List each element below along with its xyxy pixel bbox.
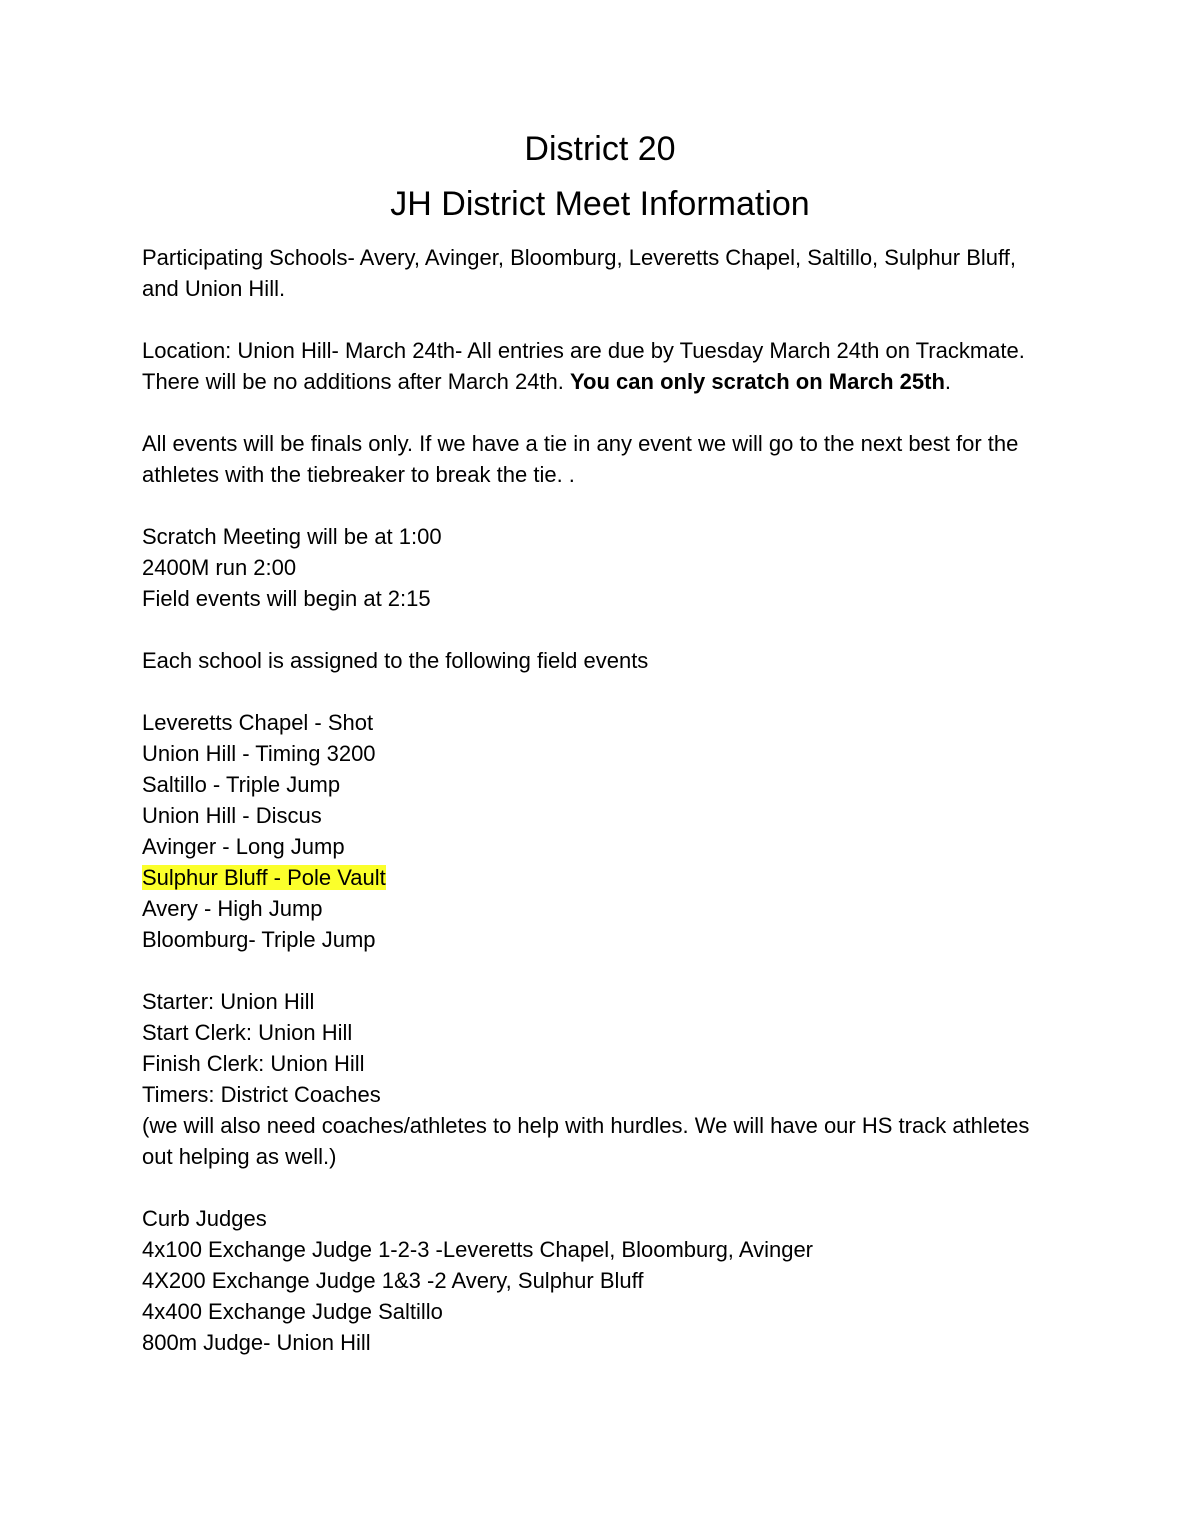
curb-judges-section — [142, 1203, 1058, 1358]
field-event-text: Union Hill - Discus — [142, 803, 322, 828]
curb-judge-line: 4x400 Exchange Judge Saltillo — [142, 1299, 443, 1324]
curb-judge-line: 4X200 Exchange Judge 1&3 -2 Avery, Sulphur Bluff — [142, 1268, 644, 1293]
field-event-item — [142, 707, 1058, 738]
officials-line: Timers: District Coaches — [142, 1082, 381, 1107]
field-event-item — [142, 769, 1058, 800]
field-event-item — [142, 893, 1058, 924]
field-event-item — [142, 800, 1058, 831]
location-text-end: . — [944, 369, 952, 394]
field-event-text: Union Hill - Timing 3200 — [142, 741, 376, 766]
officials-line: Starter: Union Hill — [142, 989, 315, 1014]
title-block — [142, 122, 1058, 232]
finals-paragraph: All events will be finals only. If we have a tie in any event we will go to the next best for the athletes with the tiebreaker to break the tie. . — [142, 431, 1019, 487]
curb-judge-line: 4x100 Exchange Judge 1-2-3 -Leveretts Chapel, Bloomburg, Avinger — [142, 1237, 814, 1262]
field-event-item-highlighted — [142, 862, 1058, 893]
field-events-intro — [142, 645, 1058, 676]
officials-line: Finish Clerk: Union Hill — [142, 1051, 365, 1076]
field-event-item — [142, 831, 1058, 862]
field-event-text: Bloomburg- Triple Jump — [142, 927, 376, 952]
officials-note: (we will also need coaches/athletes to help with hurdles. We will have our HS track athletes out helping as well.) — [142, 1113, 1030, 1169]
schedule-section — [142, 521, 1058, 614]
schedule-line: Field events will begin at 2:15 — [142, 586, 431, 611]
curb-judge-line: 800m Judge- Union Hill — [142, 1330, 371, 1355]
officials-section — [142, 986, 1058, 1172]
field-event-text: Sulphur Bluff - Pole Vault — [142, 865, 386, 890]
curb-judges-heading: Curb Judges — [142, 1206, 267, 1231]
location-paragraph — [142, 335, 1058, 397]
participating-schools-paragraph: Participating Schools- Avery, Avinger, Bloomburg, Leveretts Chapel, Saltillo, Sulphur Bluff, and Union Hill. — [142, 245, 1016, 301]
doc-title: District 20 — [524, 130, 676, 168]
field-event-text: Leveretts Chapel - Shot — [142, 710, 374, 735]
field-event-item — [142, 924, 1058, 955]
schedule-line: Scratch Meeting will be at 1:00 — [142, 524, 442, 549]
schedule-line: 2400M run 2:00 — [142, 555, 297, 580]
field-event-item — [142, 738, 1058, 769]
officials-line: Start Clerk: Union Hill — [142, 1020, 353, 1045]
scratch-deadline-bold-text: You can only scratch on March 25th — [570, 369, 945, 394]
doc-subtitle: JH District Meet Information — [390, 185, 810, 223]
location-text: Location: Union Hill- March 24th- All entries are due by Tuesday March 24th on Trackmate. There will be no additions after March 24th. — [142, 338, 1025, 394]
field-event-text: Avery - High Jump — [142, 896, 323, 921]
field-events-list — [142, 707, 1058, 955]
field-event-text: Avinger - Long Jump — [142, 834, 345, 859]
field-events-intro-text: Each school is assigned to the following field events — [142, 648, 649, 673]
field-event-text: Saltillo - Triple Jump — [142, 772, 341, 797]
